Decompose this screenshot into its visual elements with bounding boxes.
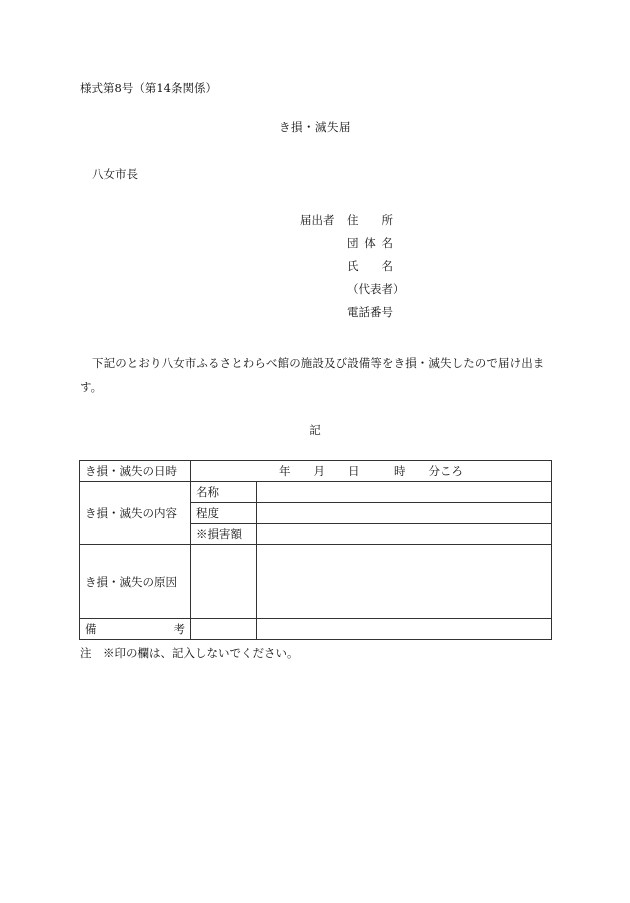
table-row: [80, 482, 552, 503]
table-row: [80, 461, 552, 482]
content-damage-amount-field[interactable]: [257, 524, 552, 545]
content-degree-field[interactable]: [257, 503, 552, 524]
page-title: き損・滅失届: [279, 120, 351, 134]
content-label: き損・滅失の内容: [80, 482, 191, 545]
remarks-label: [80, 619, 191, 640]
damage-details-table: [79, 460, 552, 640]
applicant-group-name-label: 団 体 名: [347, 236, 393, 250]
applicant-address-label: 住 所: [347, 213, 393, 227]
applicant-representative-label: （代表者）: [347, 282, 405, 296]
remarks-label-right: 考: [173, 622, 185, 636]
table-row: [80, 545, 552, 619]
footnote: 注 ※印の欄は、記入しないでください。: [80, 646, 299, 660]
content-name-field[interactable]: [257, 482, 552, 503]
remarks-label-left: 備: [85, 622, 97, 636]
table-row: [80, 619, 552, 640]
content-degree-label: 程度: [191, 503, 257, 524]
ki-heading: 記: [309, 423, 321, 437]
remarks-field-left[interactable]: [191, 619, 257, 640]
applicant-name-label: 氏 名: [347, 259, 393, 273]
addressee: 八女市長: [92, 167, 138, 181]
cause-field[interactable]: [257, 545, 552, 619]
applicant-phone-label: 電話番号: [347, 305, 393, 319]
date-label: き損・滅失の日時: [80, 461, 191, 482]
cause-label: き損・滅失の原因: [80, 545, 191, 619]
content-name-label: 名称: [191, 482, 257, 503]
form-number: 様式第8号（第14条関係）: [80, 81, 217, 95]
date-value-field[interactable]: 年 月 日 時 分ころ: [191, 461, 552, 482]
cause-field-left[interactable]: [191, 545, 257, 619]
body-text: 下記のとおり八女市ふるさとわらべ館の施設及び設備等をき損・滅失したので届け出ます。: [80, 356, 545, 394]
applicant-label: 届出者: [300, 213, 335, 227]
content-damage-amount-label: ※損害額: [191, 524, 257, 545]
remarks-field[interactable]: [257, 619, 552, 640]
